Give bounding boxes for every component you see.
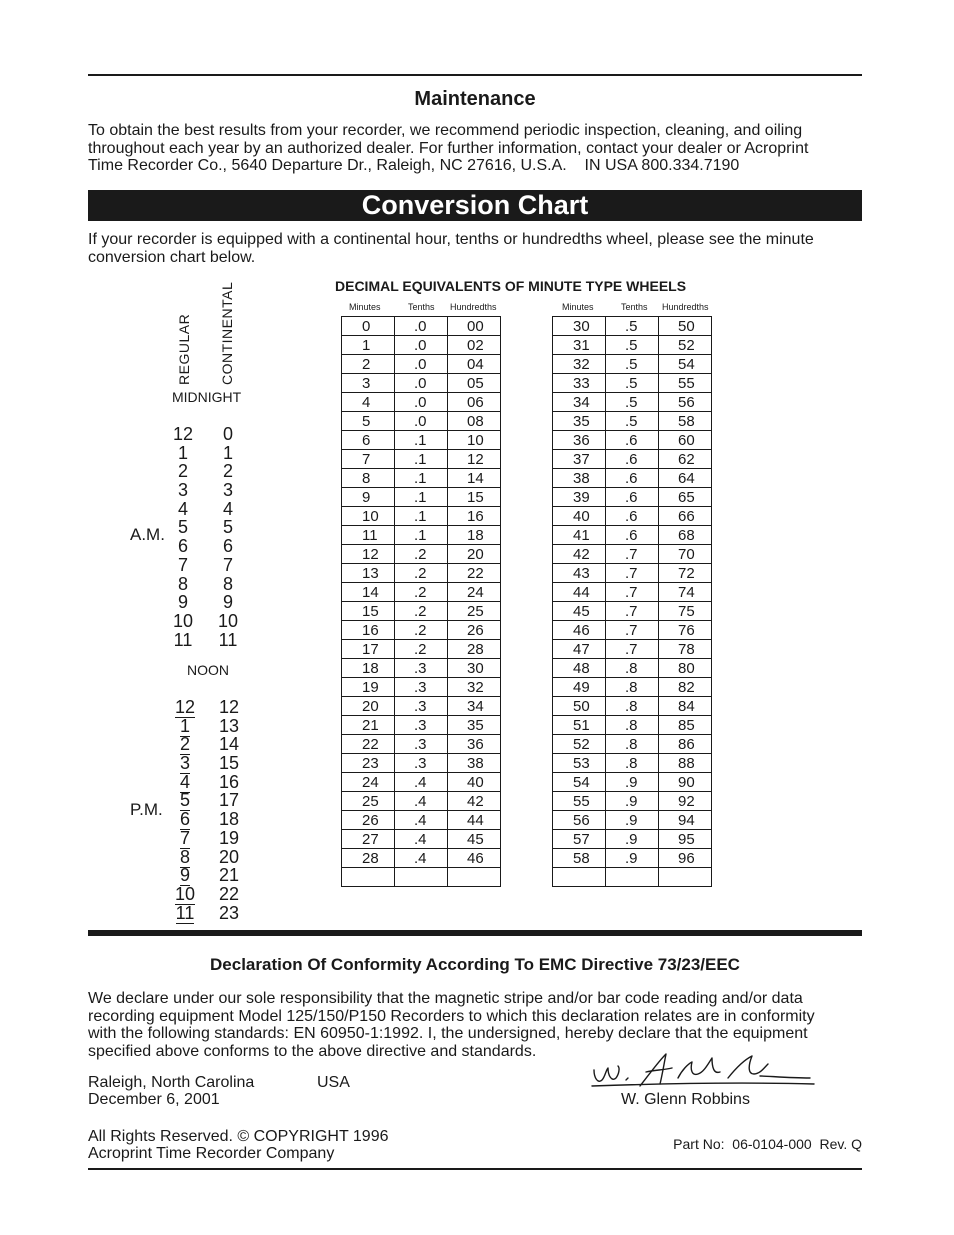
tenths-cell: .0: [395, 412, 448, 431]
minutes-cell: 19: [342, 678, 395, 697]
table-row: [342, 811, 501, 830]
minutes-cell: 55: [553, 792, 606, 811]
table-row: [553, 792, 712, 811]
tenths-cell: .3: [395, 754, 448, 773]
tenths-cell: .1: [395, 488, 448, 507]
minutes-cell: 8: [342, 469, 395, 488]
hundredths-cell: 82: [659, 678, 712, 697]
tenths-cell: .0: [395, 317, 448, 336]
tenths-cell: .2: [395, 640, 448, 659]
tenths-cell: .9: [606, 773, 659, 792]
table-row: [342, 716, 501, 735]
minutes-cell: 43: [553, 564, 606, 583]
tenths-cell: .8: [606, 659, 659, 678]
table-row: [342, 317, 501, 336]
tenths-cell: .6: [606, 526, 659, 545]
minutes-cell: 57: [553, 830, 606, 849]
hundredths-cell: 92: [659, 792, 712, 811]
tenths-cell: .3: [395, 659, 448, 678]
hundredths-cell: 00: [448, 317, 501, 336]
table-row: [553, 412, 712, 431]
hundredths-cell: 80: [659, 659, 712, 678]
table-row: [553, 450, 712, 469]
hundredths-cell: 06: [448, 393, 501, 412]
table-row: [342, 830, 501, 849]
tenths-cell: .7: [606, 583, 659, 602]
minutes-cell: 47: [553, 640, 606, 659]
tenths-cell: .1: [395, 431, 448, 450]
hundredths-cell: 60: [659, 431, 712, 450]
hundredths-cell: 95: [659, 830, 712, 849]
minutes-cell: 0: [342, 317, 395, 336]
hundredths-cell: 34: [448, 697, 501, 716]
tenths-cell: [606, 868, 659, 887]
table-row: [342, 450, 501, 469]
minutes-cell: 9: [342, 488, 395, 507]
copyright-line: All Rights Reserved. © COPYRIGHT 1996: [88, 1128, 389, 1145]
hundredths-cell: 15: [448, 488, 501, 507]
hundredths-cell: 88: [659, 754, 712, 773]
decimal-table-left: [341, 316, 501, 887]
table-row: [342, 754, 501, 773]
table-row: [342, 640, 501, 659]
tenths-cell: .6: [606, 431, 659, 450]
tenths-cell: .2: [395, 564, 448, 583]
top-rule: [88, 74, 862, 76]
minutes-cell: 7: [342, 450, 395, 469]
minutes-cell: 30: [553, 317, 606, 336]
tenths-cell: .8: [606, 735, 659, 754]
hundredths-cell: 94: [659, 811, 712, 830]
minutes-cell: 18: [342, 659, 395, 678]
table-row: [342, 374, 501, 393]
tenths-cell: .5: [606, 336, 659, 355]
minutes-cell: 58: [553, 849, 606, 868]
minutes-cell: 12: [342, 545, 395, 564]
tenths-cell: .1: [395, 507, 448, 526]
table-row: [553, 849, 712, 868]
hundredths-cell: 05: [448, 374, 501, 393]
table-row: [553, 317, 712, 336]
tenths-cell: .4: [395, 773, 448, 792]
company-name: Acroprint Time Recorder Company: [88, 1145, 335, 1162]
tenths-cell: .5: [606, 355, 659, 374]
noon-label: NOON: [187, 662, 229, 678]
table-row: [553, 602, 712, 621]
tenths-cell: .8: [606, 678, 659, 697]
minutes-cell: 37: [553, 450, 606, 469]
table-row: [553, 716, 712, 735]
tenths-cell: .0: [395, 374, 448, 393]
pm-continental-column: 12 13 14 15 16 17 18 19 20 21 22 23: [218, 697, 240, 923]
tenths-cell: .1: [395, 526, 448, 545]
hundredths-cell: 70: [659, 545, 712, 564]
tenths-cell: .7: [606, 621, 659, 640]
tenths-cell: .3: [395, 716, 448, 735]
minutes-cell: [553, 868, 606, 887]
hundredths-cell: [659, 868, 712, 887]
hundredths-cell: 18: [448, 526, 501, 545]
hundredths-cell: 65: [659, 488, 712, 507]
hundredths-cell: 12: [448, 450, 501, 469]
table-row: [553, 374, 712, 393]
table-row: [553, 735, 712, 754]
table-row: [342, 488, 501, 507]
declaration-country: USA: [317, 1074, 350, 1091]
pm-label: P.M.: [130, 800, 163, 819]
hundredths-cell: 55: [659, 374, 712, 393]
right-header-hundredths: Hundredths: [662, 302, 709, 312]
hundredths-cell: 14: [448, 469, 501, 488]
minutes-cell: 39: [553, 488, 606, 507]
section-divider: [88, 930, 862, 936]
hundredths-cell: 24: [448, 583, 501, 602]
hundredths-cell: 36: [448, 735, 501, 754]
minutes-cell: 53: [553, 754, 606, 773]
regular-label: REGULAR: [176, 313, 192, 385]
minutes-cell: 16: [342, 621, 395, 640]
table-row: [342, 393, 501, 412]
right-header-tenths: Tenths: [621, 302, 648, 312]
minutes-cell: 23: [342, 754, 395, 773]
tenths-cell: .0: [395, 393, 448, 412]
table-row: [342, 412, 501, 431]
table-row: [553, 507, 712, 526]
minutes-cell: 51: [553, 716, 606, 735]
minutes-cell: 20: [342, 697, 395, 716]
left-header-tenths: Tenths: [408, 302, 435, 312]
table-row: [553, 678, 712, 697]
tenths-cell: .4: [395, 792, 448, 811]
hundredths-cell: 46: [448, 849, 501, 868]
am-regular-column: 12 1 2 3 4 5 6 7 8 9 10 11: [172, 424, 194, 650]
hundredths-cell: 56: [659, 393, 712, 412]
table-row: [342, 621, 501, 640]
signer-name: W. Glenn Robbins: [621, 1091, 750, 1108]
minutes-cell: 44: [553, 583, 606, 602]
tenths-cell: .5: [606, 412, 659, 431]
tenths-cell: .8: [606, 754, 659, 773]
hundredths-cell: 78: [659, 640, 712, 659]
table-row: [553, 773, 712, 792]
tenths-cell: .7: [606, 564, 659, 583]
hundredths-cell: 96: [659, 849, 712, 868]
table-row: [342, 469, 501, 488]
tenths-cell: .9: [606, 811, 659, 830]
minutes-cell: 48: [553, 659, 606, 678]
minutes-cell: 11: [342, 526, 395, 545]
hundredths-cell: 64: [659, 469, 712, 488]
decimal-table-title: DECIMAL EQUIVALENTS OF MINUTE TYPE WHEELS: [335, 278, 687, 294]
conversion-intro: If your recorder is equipped with a continental hour, tenths or hundredths wheel, please see the minute conversion chart below.: [88, 231, 814, 266]
tenths-cell: .4: [395, 811, 448, 830]
table-row: [553, 393, 712, 412]
minutes-cell: 4: [342, 393, 395, 412]
table-row: [342, 678, 501, 697]
minutes-cell: 50: [553, 697, 606, 716]
hundredths-cell: 16: [448, 507, 501, 526]
table-row: [342, 659, 501, 678]
tenths-cell: .1: [395, 450, 448, 469]
decimal-table-right: [552, 316, 712, 887]
minutes-cell: 22: [342, 735, 395, 754]
tenths-cell: .8: [606, 716, 659, 735]
table-row: [553, 659, 712, 678]
minutes-cell: 49: [553, 678, 606, 697]
tenths-cell: .2: [395, 583, 448, 602]
table-row: [342, 849, 501, 868]
minutes-cell: 25: [342, 792, 395, 811]
table-row: [553, 830, 712, 849]
tenths-cell: .8: [606, 697, 659, 716]
tenths-cell: .6: [606, 488, 659, 507]
declaration-date: December 6, 2001: [88, 1091, 220, 1108]
tenths-cell: .5: [606, 374, 659, 393]
tenths-cell: .9: [606, 792, 659, 811]
table-row: [553, 336, 712, 355]
minutes-cell: 54: [553, 773, 606, 792]
tenths-cell: .7: [606, 545, 659, 564]
left-header-minutes: Minutes: [349, 302, 381, 312]
minutes-cell: 6: [342, 431, 395, 450]
hundredths-cell: 32: [448, 678, 501, 697]
tenths-cell: .5: [606, 317, 659, 336]
hundredths-cell: 58: [659, 412, 712, 431]
part-number: Part No: 06-0104-000 Rev. Q: [673, 1136, 862, 1152]
table-row: [553, 811, 712, 830]
table-row: [342, 336, 501, 355]
table-row: [342, 697, 501, 716]
pm-regular-column: 12 1 2 3 4 5 6 7 8 9 10 11: [174, 697, 196, 923]
minutes-cell: 35: [553, 412, 606, 431]
minutes-cell: 24: [342, 773, 395, 792]
minutes-cell: 17: [342, 640, 395, 659]
minutes-cell: 46: [553, 621, 606, 640]
tenths-cell: .4: [395, 849, 448, 868]
minutes-cell: 21: [342, 716, 395, 735]
tenths-cell: .3: [395, 697, 448, 716]
hundredths-cell: 62: [659, 450, 712, 469]
table-row: [342, 583, 501, 602]
hundredths-cell: 76: [659, 621, 712, 640]
bottom-rule: [88, 1168, 862, 1170]
hundredths-cell: 26: [448, 621, 501, 640]
tenths-cell: .3: [395, 678, 448, 697]
hundredths-cell: 74: [659, 583, 712, 602]
minutes-cell: 34: [553, 393, 606, 412]
hundredths-cell: 28: [448, 640, 501, 659]
am-label: A.M.: [130, 525, 165, 544]
minutes-cell: 10: [342, 507, 395, 526]
tenths-cell: .5: [606, 393, 659, 412]
maintenance-text: To obtain the best results from your recorder, we recommend periodic inspection, cleaning, and oiling throughout each year by an authorized dealer. For further information, contact your dealer or Acroprint Time Recorder Co., 5640 Departure Dr., Raleigh, NC 27616, U.S.A. IN USA 800.334.7190: [88, 122, 809, 174]
tenths-cell: .9: [606, 849, 659, 868]
minutes-cell: 31: [553, 336, 606, 355]
minutes-cell: 26: [342, 811, 395, 830]
declaration-city: Raleigh, North Carolina: [88, 1074, 255, 1091]
tenths-cell: .1: [395, 469, 448, 488]
tenths-cell: .9: [606, 830, 659, 849]
table-row: [342, 868, 501, 887]
hundredths-cell: 44: [448, 811, 501, 830]
hundredths-cell: 30: [448, 659, 501, 678]
hundredths-cell: 08: [448, 412, 501, 431]
table-row: [342, 773, 501, 792]
left-header-hundredths: Hundredths: [450, 302, 497, 312]
table-row: [553, 754, 712, 773]
minutes-cell: 52: [553, 735, 606, 754]
table-row: [342, 602, 501, 621]
tenths-cell: .6: [606, 450, 659, 469]
continental-label: CONTINENTAL: [219, 281, 235, 385]
hundredths-cell: 42: [448, 792, 501, 811]
table-row: [342, 431, 501, 450]
table-row: [553, 545, 712, 564]
minutes-cell: 28: [342, 849, 395, 868]
hundredths-cell: 22: [448, 564, 501, 583]
tenths-cell: .0: [395, 355, 448, 374]
hundredths-cell: 66: [659, 507, 712, 526]
minutes-cell: 38: [553, 469, 606, 488]
tenths-cell: .7: [606, 602, 659, 621]
declaration-text: We declare under our sole responsibility that the magnetic stripe and/or bar code reading and/or data recording equipment Model 125/150/P150 Recorders to which this declaration relates are in conformity with the following standards: EN 60950-1:1992. I, the undersigned, hereby declare that the equipment specified above conforms to the above directive and standards.: [88, 990, 815, 1060]
conversion-chart-banner: Conversion Chart: [88, 190, 862, 221]
table-row: [553, 488, 712, 507]
tenths-cell: .6: [606, 507, 659, 526]
minutes-cell: 45: [553, 602, 606, 621]
hundredths-cell: 20: [448, 545, 501, 564]
hundredths-cell: 38: [448, 754, 501, 773]
hundredths-cell: 85: [659, 716, 712, 735]
hundredths-cell: 25: [448, 602, 501, 621]
table-row: [342, 792, 501, 811]
hundredths-cell: [448, 868, 501, 887]
hundredths-cell: 72: [659, 564, 712, 583]
table-row: [342, 507, 501, 526]
am-continental-column: 0 1 2 3 4 5 6 7 8 9 10 11: [217, 424, 239, 650]
tenths-cell: .2: [395, 621, 448, 640]
table-row: [553, 469, 712, 488]
minutes-cell: 33: [553, 374, 606, 393]
table-row: [553, 640, 712, 659]
hundredths-cell: 75: [659, 602, 712, 621]
hundredths-cell: 86: [659, 735, 712, 754]
table-row: [342, 545, 501, 564]
table-row: [342, 735, 501, 754]
minutes-cell: 36: [553, 431, 606, 450]
minutes-cell: 42: [553, 545, 606, 564]
hundredths-cell: 68: [659, 526, 712, 545]
hundredths-cell: 54: [659, 355, 712, 374]
minutes-cell: 40: [553, 507, 606, 526]
hundredths-cell: 90: [659, 773, 712, 792]
tenths-cell: .2: [395, 545, 448, 564]
table-row: [553, 697, 712, 716]
table-row: [553, 564, 712, 583]
signature: [588, 1048, 818, 1092]
minutes-cell: [342, 868, 395, 887]
tenths-cell: .3: [395, 735, 448, 754]
minutes-cell: 2: [342, 355, 395, 374]
hundredths-cell: 50: [659, 317, 712, 336]
minutes-cell: 41: [553, 526, 606, 545]
table-row: [342, 526, 501, 545]
tenths-cell: [395, 868, 448, 887]
minutes-cell: 1: [342, 336, 395, 355]
table-row: [342, 564, 501, 583]
minutes-cell: 3: [342, 374, 395, 393]
hundredths-cell: 84: [659, 697, 712, 716]
maintenance-title: Maintenance: [414, 88, 536, 110]
tenths-cell: .6: [606, 469, 659, 488]
minutes-cell: 14: [342, 583, 395, 602]
table-row: [553, 621, 712, 640]
hundredths-cell: 10: [448, 431, 501, 450]
minutes-cell: 56: [553, 811, 606, 830]
midnight-label: MIDNIGHT: [172, 389, 242, 405]
table-row: [553, 355, 712, 374]
table-row: [553, 868, 712, 887]
tenths-cell: .0: [395, 336, 448, 355]
declaration-title: Declaration Of Conformity According To EMC Directive 73/23/EEC: [210, 955, 740, 974]
minutes-cell: 5: [342, 412, 395, 431]
table-row: [342, 355, 501, 374]
minutes-cell: 13: [342, 564, 395, 583]
tenths-cell: .2: [395, 602, 448, 621]
hundredths-cell: 04: [448, 355, 501, 374]
hundredths-cell: 52: [659, 336, 712, 355]
tenths-cell: .7: [606, 640, 659, 659]
hundredths-cell: 40: [448, 773, 501, 792]
right-header-minutes: Minutes: [562, 302, 594, 312]
minutes-cell: 15: [342, 602, 395, 621]
hundredths-cell: 35: [448, 716, 501, 735]
tenths-cell: .4: [395, 830, 448, 849]
minutes-cell: 27: [342, 830, 395, 849]
hundredths-cell: 02: [448, 336, 501, 355]
table-row: [553, 583, 712, 602]
table-row: [553, 431, 712, 450]
minutes-cell: 32: [553, 355, 606, 374]
table-row: [553, 526, 712, 545]
hundredths-cell: 45: [448, 830, 501, 849]
